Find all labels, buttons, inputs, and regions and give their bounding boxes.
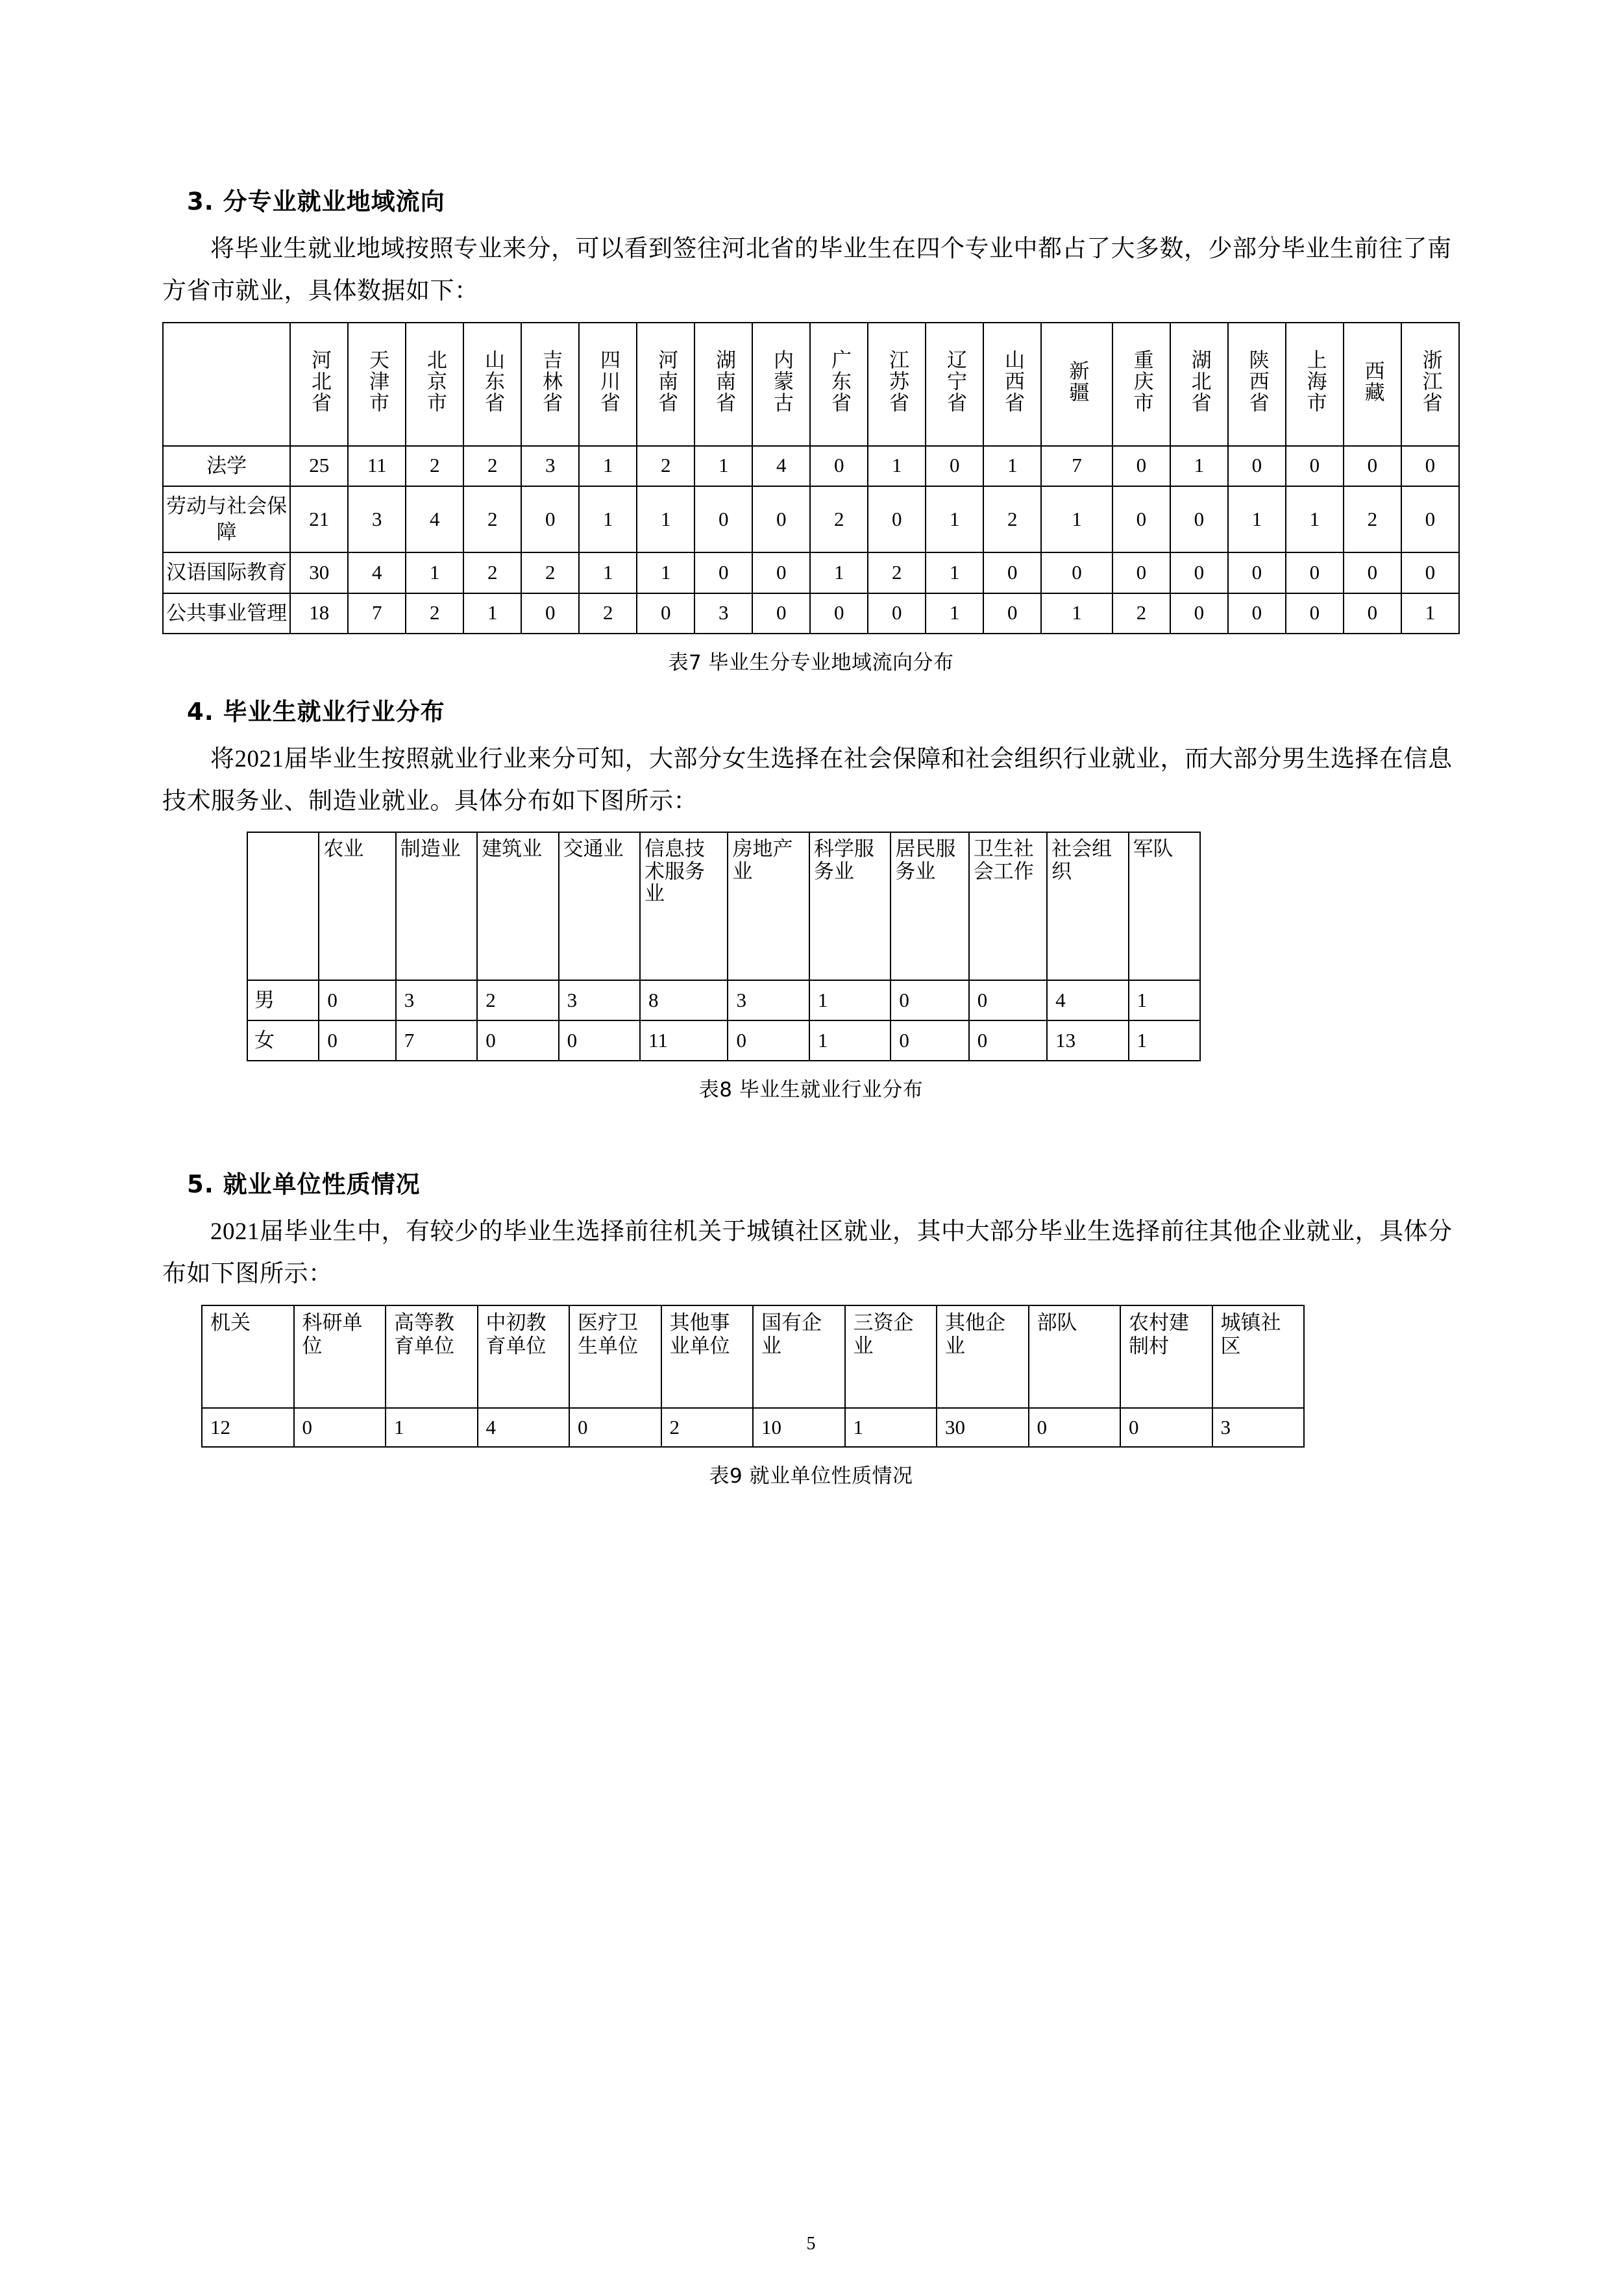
row-label: 劳动与社会保障 [163, 486, 290, 553]
table-cell: 2 [463, 446, 521, 486]
table-cell: 2 [810, 486, 868, 553]
table-cell: 1 [845, 1408, 937, 1447]
table-cell: 0 [1286, 552, 1344, 593]
column-header: 北京市 [406, 323, 463, 446]
table-row [163, 446, 1459, 486]
table-cell: 1 [637, 552, 694, 593]
table-cell: 3 [1212, 1408, 1305, 1447]
column-header: 交通业 [559, 832, 640, 980]
table-cell: 3 [396, 980, 477, 1020]
table-cell: 8 [640, 980, 728, 1020]
section-5-paragraph: 2021届毕业生中，有较少的毕业生选择前往机关于城镇社区就业，其中大部分毕业生选择前往其他企业就业，具体分布如下图所示： [162, 1218, 1453, 1288]
table-cell: 7 [1041, 446, 1112, 486]
table-cell: 1 [386, 1408, 478, 1447]
table-cell: 1 [1286, 486, 1344, 553]
section-heading-4: 4. 毕业生就业行业分布 [187, 697, 445, 726]
table-cell: 4 [752, 446, 810, 486]
table-cell: 2 [463, 486, 521, 553]
row-label: 汉语国际教育 [163, 552, 290, 593]
table-cell: 1 [1401, 593, 1459, 634]
column-header: 制造业 [396, 832, 477, 980]
table-cell: 0 [1170, 552, 1228, 593]
table-cell: 0 [1170, 593, 1228, 634]
section-heading-3: 3. 分专业就业地域流向 [187, 188, 445, 216]
table-cell: 3 [521, 446, 579, 486]
table-cell: 0 [1170, 486, 1228, 553]
column-header: 三资企业 [845, 1305, 937, 1408]
table-cell: 1 [1129, 1020, 1200, 1061]
table-cell: 0 [1344, 593, 1401, 634]
column-header: 新疆 [1041, 323, 1112, 446]
table-corner-cell [163, 323, 290, 446]
column-header: 河南省 [637, 323, 694, 446]
table-cell: 0 [969, 1020, 1047, 1061]
table-cell: 0 [637, 593, 694, 634]
table-cell: 1 [694, 446, 752, 486]
table-cell: 2 [463, 552, 521, 593]
column-header: 河北省 [290, 323, 348, 446]
table-cell: 7 [348, 593, 406, 634]
table-cell: 1 [579, 552, 637, 593]
column-header: 农业 [319, 832, 395, 980]
column-header: 高等教育单位 [386, 1305, 478, 1408]
column-header: 国有企业 [753, 1305, 845, 1408]
section-3-paragraph: 将毕业生就业地域按照专业来分，可以看到签往河北省的毕业生在四个专业中都占了大多数，少部分毕业生前往了南方省市就业，具体数据如下： [162, 236, 1452, 304]
table-cell: 0 [1228, 552, 1286, 593]
row-label: 法学 [163, 446, 290, 486]
table-cell: 25 [290, 446, 348, 486]
column-header: 山东省 [463, 323, 521, 446]
column-header: 其他企业 [937, 1305, 1029, 1408]
table-cell: 1 [579, 486, 637, 553]
table-cell: 0 [521, 593, 579, 634]
table-cell: 0 [752, 552, 810, 593]
table-cell: 1 [809, 1020, 891, 1061]
table-cell: 1 [926, 486, 983, 553]
column-header: 居民服务业 [891, 832, 968, 980]
table-cell: 2 [477, 980, 558, 1020]
table-cell: 2 [521, 552, 579, 593]
table-cell: 1 [1041, 593, 1112, 634]
table-header-row [163, 323, 1459, 446]
table-cell: 1 [579, 446, 637, 486]
table-cell: 0 [983, 552, 1041, 593]
column-header: 农村建制村 [1120, 1305, 1212, 1408]
table-cell: 1 [406, 552, 463, 593]
table7-caption: 表7 毕业生分专业地域流向分布 [668, 650, 954, 674]
row-label: 女 [247, 1020, 319, 1061]
column-header: 建筑业 [477, 832, 558, 980]
table-cell: 1 [637, 486, 694, 553]
table-cell: 1 [1041, 486, 1112, 553]
table-cell: 0 [1401, 552, 1459, 593]
table-cell: 1 [1228, 486, 1286, 553]
table-cell: 0 [1401, 486, 1459, 553]
table-cell: 30 [937, 1408, 1029, 1447]
column-header: 部队 [1029, 1305, 1121, 1408]
table-cell: 0 [1401, 446, 1459, 486]
column-header: 吉林省 [521, 323, 579, 446]
table-cell: 3 [559, 980, 640, 1020]
table-cell: 30 [290, 552, 348, 593]
table-cell: 0 [1112, 486, 1170, 553]
table-cell: 0 [559, 1020, 640, 1061]
column-header: 其他事业单位 [661, 1305, 754, 1408]
table-cell: 0 [1029, 1408, 1121, 1447]
table-cell: 0 [694, 552, 752, 593]
column-header: 山西省 [983, 323, 1041, 446]
table-cell: 0 [1286, 446, 1344, 486]
table-cell: 1 [926, 593, 983, 634]
table-cell: 0 [752, 593, 810, 634]
table-cell: 0 [891, 980, 968, 1020]
column-header: 湖南省 [694, 323, 752, 446]
column-header: 内蒙古 [752, 323, 810, 446]
table-header-row [202, 1305, 1304, 1408]
table-cell: 10 [753, 1408, 845, 1447]
column-header: 四川省 [579, 323, 637, 446]
table-cell: 2 [661, 1408, 754, 1447]
table-cell: 0 [521, 486, 579, 553]
column-header: 房地产业 [728, 832, 809, 980]
table-cell: 3 [694, 593, 752, 634]
table-cell: 11 [348, 446, 406, 486]
section-4-paragraph: 将2021届毕业生按照就业行业来分可知，大部分女生选择在社会保障和社会组织行业就业，而大部分男生选择在信息技术服务业、制造业就业。具体分布如下图所示： [162, 745, 1453, 815]
table-row [202, 1408, 1304, 1447]
row-label: 公共事业管理 [163, 593, 290, 634]
column-header: 机关 [202, 1305, 294, 1408]
table-cell: 0 [810, 593, 868, 634]
table-cell: 0 [926, 446, 983, 486]
column-header: 广东省 [810, 323, 868, 446]
table-corner-cell [247, 832, 319, 980]
table-cell: 1 [868, 446, 926, 486]
table-cell: 0 [728, 1020, 809, 1061]
table-cell: 0 [319, 1020, 395, 1061]
table-cell: 2 [868, 552, 926, 593]
column-header: 陕西省 [1228, 323, 1286, 446]
table-cell: 11 [640, 1020, 728, 1061]
table-cell: 0 [1228, 593, 1286, 634]
table-cell: 4 [1047, 980, 1128, 1020]
table-row [163, 552, 1459, 593]
column-header: 天津市 [348, 323, 406, 446]
table-cell: 2 [579, 593, 637, 634]
table-cell: 1 [810, 552, 868, 593]
table-row [163, 593, 1459, 634]
column-header: 卫生社会工作 [969, 832, 1047, 980]
column-header: 湖北省 [1170, 323, 1228, 446]
table-cell: 2 [1344, 486, 1401, 553]
column-header: 中初教育单位 [478, 1305, 570, 1408]
row-label: 男 [247, 980, 319, 1020]
table-cell: 2 [637, 446, 694, 486]
table-cell: 2 [406, 593, 463, 634]
table-cell: 7 [396, 1020, 477, 1061]
table-cell: 0 [891, 1020, 968, 1061]
column-header: 辽宁省 [926, 323, 983, 446]
table-cell: 1 [1170, 446, 1228, 486]
column-header: 军队 [1129, 832, 1200, 980]
column-header: 科学服务业 [809, 832, 891, 980]
table-cell: 0 [868, 486, 926, 553]
page-number: 5 [806, 2234, 816, 2254]
table-cell: 2 [406, 446, 463, 486]
column-header: 西藏 [1344, 323, 1401, 446]
table-cell: 0 [1344, 552, 1401, 593]
table-cell: 2 [983, 486, 1041, 553]
table-cell: 0 [694, 486, 752, 553]
table-header-row [247, 832, 1200, 980]
table-cell: 0 [1286, 593, 1344, 634]
table-row [247, 1020, 1200, 1061]
table-cell: 0 [1228, 446, 1286, 486]
table-cell: 18 [290, 593, 348, 634]
table-cell: 0 [1041, 552, 1112, 593]
table-unit-nature [201, 1305, 1305, 1448]
table-cell: 0 [1120, 1408, 1212, 1447]
column-header: 社会组织 [1047, 832, 1128, 980]
table-cell: 0 [1344, 446, 1401, 486]
table-cell: 1 [1129, 980, 1200, 1020]
column-header: 城镇社区 [1212, 1305, 1305, 1408]
column-header: 上海市 [1286, 323, 1344, 446]
table8-caption: 表8 毕业生就业行业分布 [698, 1078, 924, 1102]
table-cell: 3 [728, 980, 809, 1020]
table-cell: 0 [969, 980, 1047, 1020]
table-cell: 12 [202, 1408, 294, 1447]
column-header: 医疗卫生单位 [569, 1305, 661, 1408]
table-row [163, 486, 1459, 553]
table-cell: 0 [319, 980, 395, 1020]
table-cell: 3 [348, 486, 406, 553]
table-cell: 1 [926, 552, 983, 593]
table-cell: 4 [406, 486, 463, 553]
column-header: 江苏省 [868, 323, 926, 446]
table9-caption: 表9 就业单位性质情况 [709, 1464, 913, 1488]
table-cell: 1 [463, 593, 521, 634]
table-cell: 4 [478, 1408, 570, 1447]
table-cell: 0 [1112, 446, 1170, 486]
table-cell: 2 [1112, 593, 1170, 634]
table-cell: 1 [809, 980, 891, 1020]
table-cell: 1 [983, 446, 1041, 486]
table-cell: 0 [752, 486, 810, 553]
column-header: 浙江省 [1401, 323, 1459, 446]
table-cell: 0 [1112, 552, 1170, 593]
table-cell: 0 [294, 1408, 386, 1447]
table-cell: 0 [569, 1408, 661, 1447]
table-cell: 0 [477, 1020, 558, 1061]
table-row [247, 980, 1200, 1020]
section-heading-5: 5. 就业单位性质情况 [187, 1170, 421, 1199]
table-regional-flow [162, 322, 1460, 634]
column-header: 科研单位 [294, 1305, 386, 1408]
column-header: 重庆市 [1112, 323, 1170, 446]
column-header: 信息技术服务业 [640, 832, 728, 980]
table-cell: 13 [1047, 1020, 1128, 1061]
table-cell: 0 [983, 593, 1041, 634]
table-cell: 21 [290, 486, 348, 553]
table-industry-distribution [247, 832, 1201, 1061]
table-cell: 0 [868, 593, 926, 634]
table-cell: 0 [810, 446, 868, 486]
table-cell: 4 [348, 552, 406, 593]
